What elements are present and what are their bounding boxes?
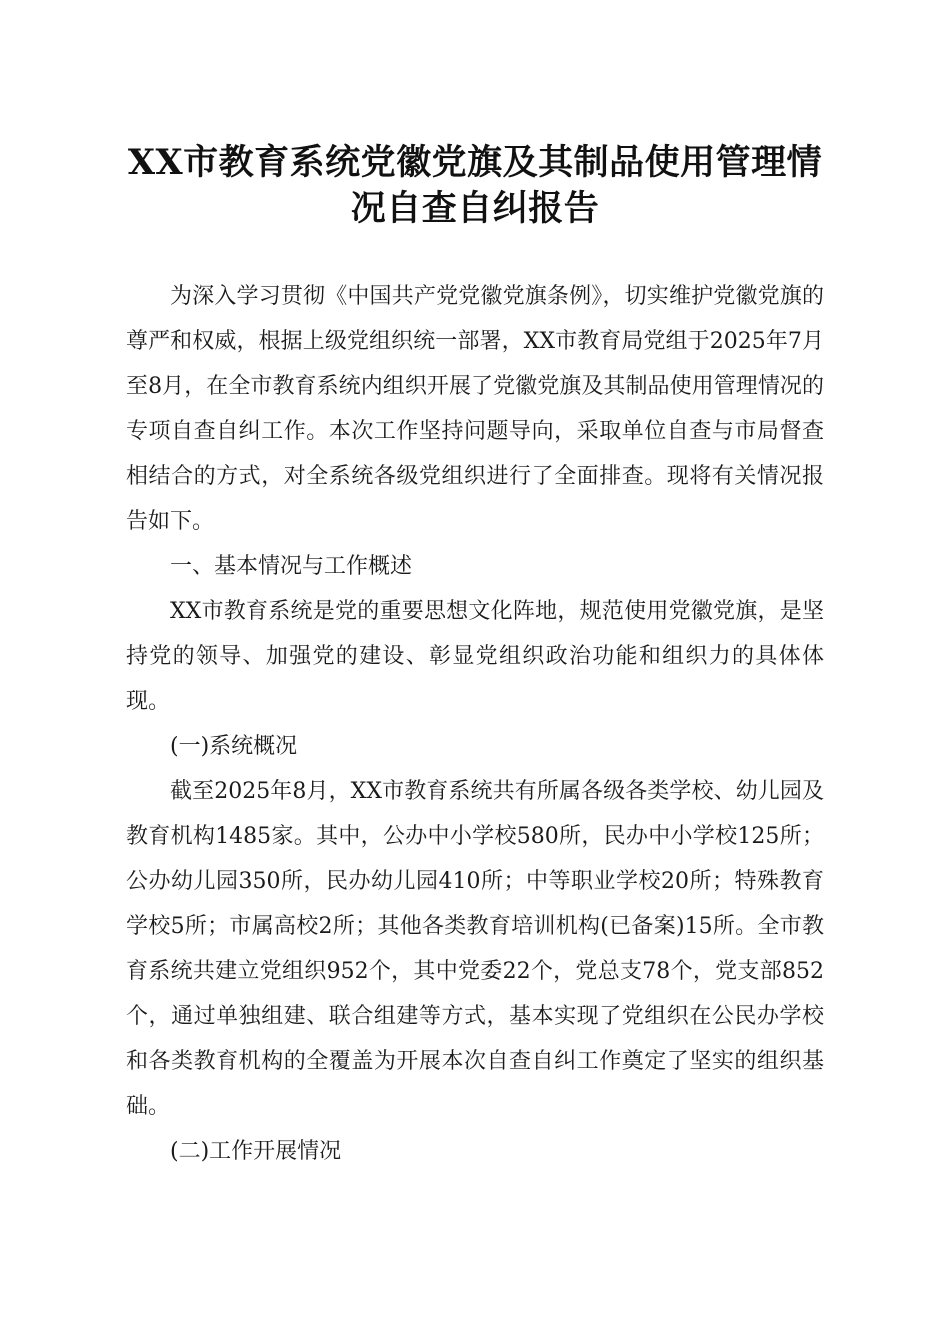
- section-1-paragraph: XX市教育系统是党的重要思想文化阵地，规范使用党徽党旗，是坚持党的领导、加强党的建设、彰显党组织政治功能和组织力的具体体现。: [126, 599, 824, 714]
- title-line-2: 况自查自纠报告: [350, 188, 600, 229]
- title-line-1: XX市教育系统党徽党旗及其制品使用管理情: [127, 142, 823, 183]
- section-heading-1: 一、基本情况与工作概述: [170, 554, 413, 579]
- subsection-1-paragraph: 截至2025年8月，XX市教育系统共有所属各级各类学校、幼儿园及教育机构1485家。其中，公办中小学校580所，民办中小学校125所；公办幼儿园350所，民办幼儿园410所；中等职业学校20所；特殊教育学校5所；市属高校2所；其他各类教育培训机构(已备案)15所。全市教育系统共建立党组织952个，其中党委22个，党总支78个，党支部852个，通过单独组建、联合组建等方式，基本实现了党组织在公民办学校和各类教育机构的全覆盖为开展本次自查自纠工作奠定了坚实的组织基础。: [126, 779, 824, 1119]
- subsection-heading-1: (一)系统概况: [170, 734, 298, 759]
- document-body: [126, 274, 824, 1174]
- document-title: [100, 140, 850, 232]
- intro-paragraph: 为深入学习贯彻《中国共产党党徽党旗条例》，切实维护党徽党旗的尊严和权威，根据上级党组织统一部署，XX市教育局党组于2025年7月至8月，在全市教育系统内组织开展了党徽党旗及其制品使用管理情况的专项自查自纠工作。本次工作坚持问题导向，采取单位自查与市局督查相结合的方式，对全系统各级党组织进行了全面排查。现将有关情况报告如下。: [126, 284, 824, 534]
- subsection-heading-2: (二)工作开展情况: [170, 1139, 342, 1164]
